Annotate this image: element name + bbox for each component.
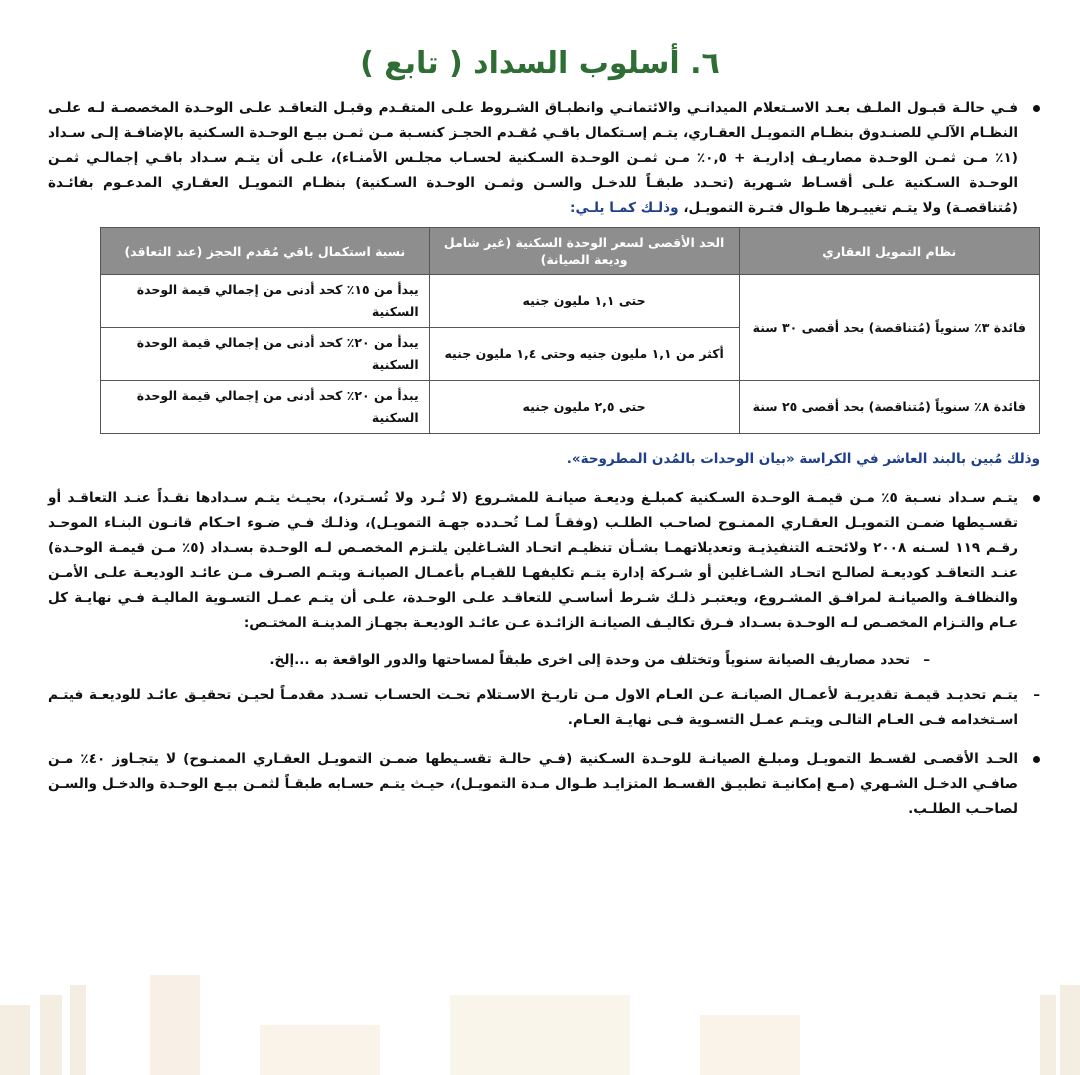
bullet-paragraph-3 xyxy=(48,747,1040,822)
table-header: الحد الأقصى لسعر الوحدة السكنية (غير شامل وديعة الصيانة) xyxy=(429,228,739,275)
financing-table xyxy=(100,227,1040,434)
table-row xyxy=(101,381,1040,434)
content-area xyxy=(48,96,1040,822)
bullet-icon xyxy=(1033,495,1040,502)
table-cell-requirement: يبدأ من ١٥٪ كحد أدنى من إجمالي قيمة الوحدة السكنية xyxy=(101,275,430,328)
table-cell-system: فائدة ٨٪ سنوياً (مُتناقصة) بحد أقصى ٢٥ سنة xyxy=(739,381,1039,434)
dash-text: يتـم تحديـد قيمـة تقديريـة لأعمـال الصيانـة عـن العـام الاول مـن تاريـخ الاسـتلام تحـت الحسـاب تسـدد مقدمـاً لحيـن تحقيـق عائـد للوديعـة فيتـم اسـتخدامه فـى العـام التالـى ويتـم عمـل التسـوية فـى نهايـة العـام. xyxy=(48,687,1018,728)
table-header: نظام التمويل العقاري xyxy=(739,228,1039,275)
table-cell-price: حتى ١,١ مليون جنيه xyxy=(429,275,739,328)
table-note: وذلك مُبين بالبند العاشر في الكراسة «بيان الوحدات بالمُدن المطروحة». xyxy=(566,451,1040,467)
dash-item-2 xyxy=(48,683,1040,733)
paragraph-text: يتـم سـداد نسـبة ٥٪ مـن قيمـة الوحـدة السـكنية كمبلـغ وديعـة صيانـة للمشـروع (لا تُـرد ولا تُسـترد)، بحيـث يتـم سـدادها نقـداً عنـد التعاقـد أو تقسـيطها ضمـن التمويـل العقـاري الممنـوح لصاحـب الطلـب (وفقـاً لمـا تُحـدده جهـة التمويـل)، وذلـك فـي ضـوء احـكام قانـون البنـاء الموحـد رقـم ١١٩ لسـنه ٢٠٠٨ ولائحتـه التنفيذيـة وتعديلاتهمـا بشـأن تنظيـم اتحـاد الشـاغلين يلتـزم المخصـص لـه الوحـدة بسـداد (٥٪ مـن قيمـة الوحـدة) عنـد التعاقـد كوديعـة لصالـح اتحـاد الشـاغلين أو شـركة إدارة يتـم تكليفهـا للقيـام بأعمـال الصيانـة ويتـم الصـرف مـن عائـد الوديعـة علـى الأمـن والنظافـة والصيانـة لمرافـق المشـروع، ويعتبـر ذلـك شـرط أساسـي للتعاقـد علـى الوحـدة، علـى أن يتـم عمـل التسـوية الماليـة فـي نهايـة كل عـام والتـزام المخصـص لـه الوحـدة بسـداد فـرق تكاليـف الصيانـة الزائـدة عـن عائـد الوديعـة بجهـاز المدينـة المختـص: xyxy=(48,490,1019,631)
bullet-icon xyxy=(1033,105,1040,112)
table-cell-price: حتى ٢,٥ مليون جنيه xyxy=(429,381,739,434)
dash-icon: – xyxy=(1033,687,1040,703)
table-cell-requirement: يبدأ من ٢٠٪ كحد أدنى من إجمالي قيمة الوحدة السكنية xyxy=(101,328,430,381)
paragraph-text: الحـد الأقصـى لقسـط التمويـل ومبلـغ الصيانـة للوحـدة السـكنية (فـي حالـة تقسـيطها ضمـن التمويـل العقـاري الممنـوح) لا يتجـاوز ٤٠٪ مـن صافـي الدخـل الشـهري (مـع إمكانيـة تطبيـق القسـط المتزايـد طـوال مـدة التمويـل)، حيـث يتـم حسـابه طبقـاً لثمـن بيـع الوحـدة والدخـل والسـن لصاحـب الطلـب. xyxy=(48,751,1018,817)
page-title: ٦. أسلوب السداد ( تابع ) xyxy=(360,46,720,81)
table-cell-requirement: يبدأ من ٢٠٪ كحد أدنى من إجمالي قيمة الوحدة السكنية xyxy=(101,381,430,434)
paragraph-text: فـي حالـة قبـول الملـف بعـد الاسـتعلام الميدانـي والائتمانـي وانطبـاق الشـروط علـى المتقـدم وقبـل التعاقـد علـى الوحـدة المخصصـة لـه علـى النظـام الآلـي للصنـدوق بنظـام التمويـل العقـاري، يتـم إسـتكمال باقـي مُقـدم الحجـز كنسـبة مـن ثمـن بيـع الوحـدة السـكنية بالإضافـة إلـى سـداد (١٪ مـن ثمـن الوحـدة مصاريـف إداريـة + ٠,٥٪ مـن ثمـن الوحـدة السـكنية لحسـاب مجلـس الأمنـاء)، علـى أن يتـم سـداد باقـي إجمالـي ثمـن الوحـدة السـكنية علـى أقسـاط شـهرية (تحـدد طبقـاً للدخـل والسـن وثمـن الوحـدة السـكنية) بنظـام التمويـل العقـاري المدعـوم بفائـدة (مُتناقصـة) ولا يتـم تغييـرها طـوال فتـرة التمويـل، xyxy=(48,100,1018,216)
table-header: نسبة استكمال باقي مُقدم الحجز (عند التعاقد) xyxy=(101,228,430,275)
dash-item-1 xyxy=(48,648,1040,673)
bullet-icon xyxy=(1033,756,1040,763)
bullet-paragraph-2 xyxy=(48,486,1040,636)
table-cell-system: فائدة ٣٪ سنوياً (مُتناقصة) بحد أقصى ٣٠ سنة xyxy=(739,275,1039,381)
dash-icon: – xyxy=(923,652,930,668)
paragraph-tail: وذلـك كمـا يلـي: xyxy=(570,200,679,216)
bullet-paragraph-1 xyxy=(48,96,1040,221)
dash-text: تحدد مصاريف الصيانة سنوياً وتختلف من وحدة إلى اخرى طبقاً لمساحتها والدور الواقعة به ...إلخ. xyxy=(269,652,910,668)
table-row xyxy=(101,275,1040,328)
table-header-row xyxy=(101,228,1040,275)
table-cell-price: أكثر من ١,١ مليون جنيه وحتى ١,٤ مليون جنيه xyxy=(429,328,739,381)
building-watermark-icon xyxy=(0,935,1080,1075)
